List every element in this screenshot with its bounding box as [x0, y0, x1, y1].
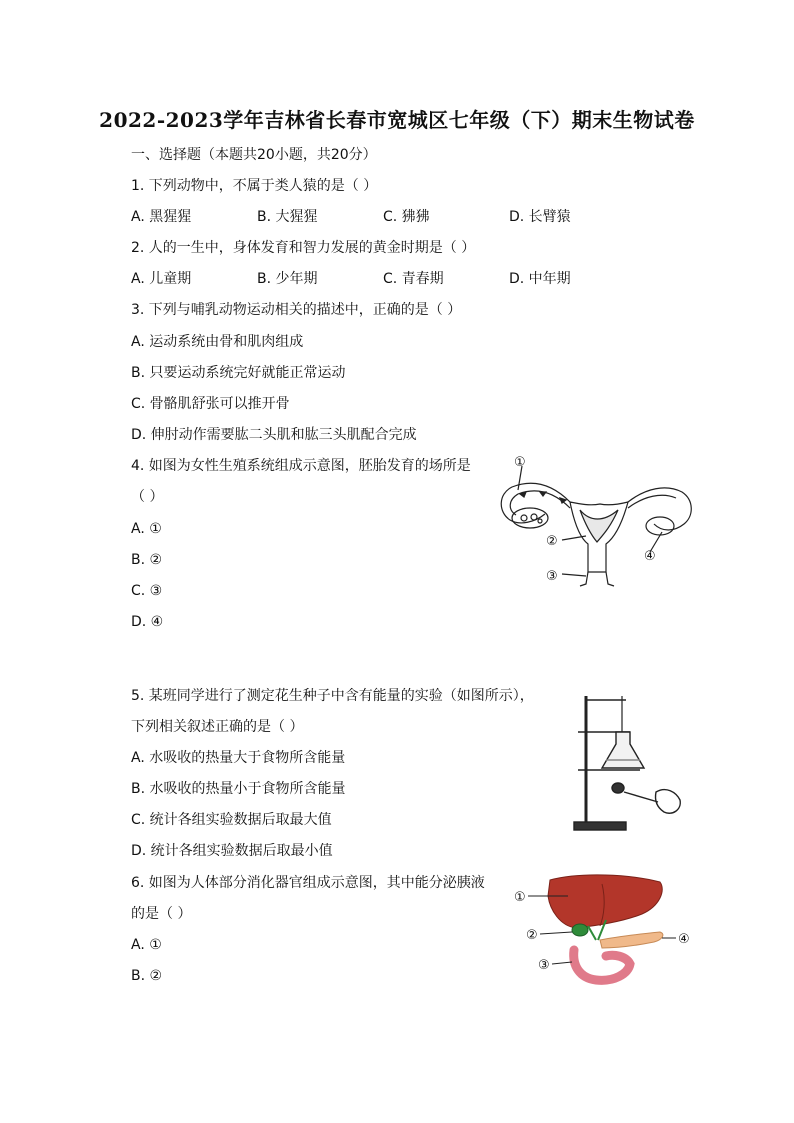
question-2-options [131, 270, 571, 288]
label-3: ③ [546, 569, 558, 584]
option-c: C. ③ [131, 583, 163, 599]
option-c: C. 狒狒 [383, 209, 430, 225]
question-6-stem-cont: 的是（ ） [131, 906, 192, 922]
option-d: D. ④ [131, 614, 164, 630]
label-1: ① [514, 455, 526, 470]
option-d: D. 中年期 [509, 271, 571, 287]
question-5-stem: 5. 某班同学进行了测定花生种子中含有能量的实验（如图所示）， [131, 688, 534, 704]
section-heading: 一、选择题（本题共20小题，共20分） [131, 147, 377, 163]
option-b: B. 水吸收的热量小于食物所含能量 [131, 781, 346, 797]
option-d: D. 长臂猿 [509, 209, 571, 225]
digestive-organs-diagram [510, 870, 700, 988]
option-a: A. ① [131, 521, 162, 537]
option-d: D. 伸肘动作需要肱二头肌和肱三头肌配合完成 [131, 427, 417, 443]
option-b: B. ② [131, 552, 163, 568]
option-a: A. 儿童期 [131, 271, 192, 287]
question-4-stem: 4. 如图为女性生殖系统组成示意图，胚胎发育的场所是 [131, 458, 471, 474]
question-5-stem-cont: 下列相关叙述正确的是（ ） [131, 719, 304, 735]
option-a: A. 水吸收的热量大于食物所含能量 [131, 750, 346, 766]
label-2: ② [526, 928, 538, 943]
option-a: A. ① [131, 937, 162, 953]
page-title: 2022-2023学年吉林省长春市宽城区七年级（下）期末生物试卷 [99, 108, 695, 132]
option-b: B. ② [131, 968, 163, 984]
option-b: B. 大猩猩 [257, 209, 318, 225]
label-4: ④ [644, 549, 656, 564]
option-b: B. 只要运动系统完好就能正常运动 [131, 365, 346, 381]
label-1: ① [514, 890, 526, 905]
option-a: A. 运动系统由骨和肌肉组成 [131, 334, 304, 350]
option-c: C. 统计各组实验数据后取最大值 [131, 812, 332, 828]
option-c: C. 青春期 [383, 271, 444, 287]
question-4-stem-cont: （ ） [131, 489, 164, 505]
label-4: ④ [678, 932, 690, 947]
question-1-stem: 1. 下列动物中，不属于类人猿的是（ ） [131, 178, 378, 194]
label-2: ② [546, 534, 558, 549]
option-c: C. 骨骼肌舒张可以推开骨 [131, 396, 290, 412]
option-b: B. 少年期 [257, 271, 318, 287]
question-2-stem: 2. 人的一生中，身体发育和智力发展的黄金时期是（ ） [131, 240, 476, 256]
question-6-stem: 6. 如图为人体部分消化器官组成示意图，其中能分泌胰液 [131, 875, 485, 891]
question-3-stem: 3. 下列与哺乳动物运动相关的描述中，正确的是（ ） [131, 302, 462, 318]
question-1-options [131, 208, 571, 226]
option-d: D. 统计各组实验数据后取最小值 [131, 843, 333, 859]
female-reproductive-diagram [490, 452, 700, 592]
peanut-energy-apparatus [568, 688, 688, 838]
option-a: A. 黑猩猩 [131, 209, 192, 225]
label-3: ③ [538, 958, 550, 973]
